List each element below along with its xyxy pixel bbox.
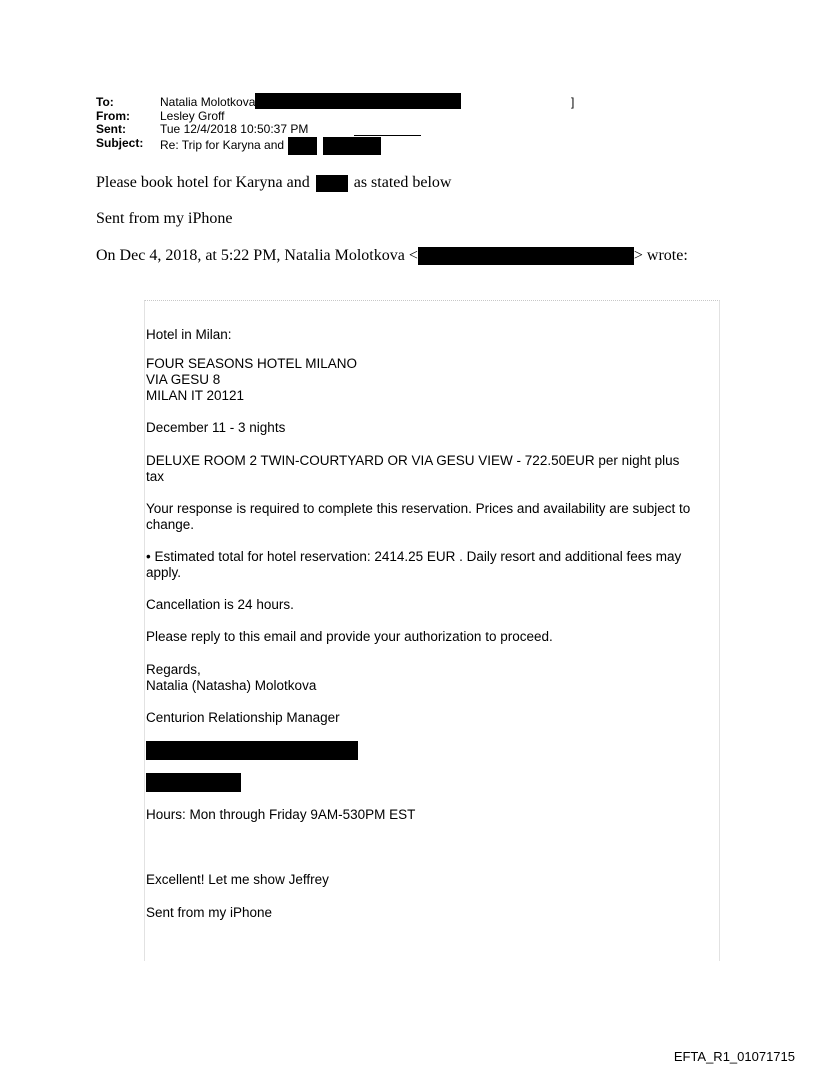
subject-text: Re: Trip for Karyna and (160, 137, 285, 152)
response-line-1: Your response is required to complete this reservation. Prices and availability are subject to (146, 501, 691, 516)
response-required (146, 501, 718, 533)
estimate-line-2: apply. (146, 565, 182, 580)
quote-intro-text: On Dec 4, 2018, at 5:22 PM, Natalia Molotkova < (96, 247, 418, 264)
closing-block (146, 662, 718, 694)
subject-value (160, 137, 381, 155)
redaction-block (316, 175, 348, 192)
from-label: From: (96, 108, 130, 123)
reply-text-a: Please book hotel for Karyna and (96, 174, 310, 191)
redaction-block (146, 773, 241, 792)
estimate-line-1: • Estimated total for hotel reservation: 2414.25 EUR . Daily resort and additional fees may (146, 549, 682, 564)
sender-name: Natalia (Natasha) Molotkova (146, 678, 317, 693)
redaction-block (146, 741, 358, 760)
to-label: To: (96, 95, 114, 109)
authorization-request: Please reply to this email and provide your authorization to proceed. (146, 629, 553, 644)
reply-text-b: as stated below (353, 174, 452, 191)
to-name: Natalia Molotkova (160, 95, 256, 109)
subject-label: Subject: (96, 135, 144, 150)
sent-value: Tue 12/4/2018 10:50:37 PM (160, 122, 309, 136)
redaction-block (418, 247, 634, 265)
room-line-2: tax (146, 469, 165, 484)
regards: Regards, (146, 662, 201, 677)
redaction-block (323, 137, 381, 155)
hotel-address-line-2: MILAN IT 20121 (146, 388, 245, 403)
redaction-block (288, 137, 317, 155)
hotel-heading: Hotel in Milan: (146, 327, 232, 342)
sender-title: Centurion Relationship Manager (146, 710, 340, 725)
to-value (160, 96, 461, 110)
sent-label: Sent: (96, 122, 126, 136)
to-bracket: ] (571, 95, 575, 109)
cancellation-policy: Cancellation is 24 hours. (146, 597, 294, 612)
hotel-address-block (146, 356, 718, 404)
room-line-1: DELUXE ROOM 2 TWIN-COURTYARD OR VIA GESU VIEW - 722.50EUR per night plus (146, 453, 680, 468)
quote-intro (96, 247, 688, 265)
excellent-note: Excellent! Let me show Jeffrey (146, 872, 329, 887)
bates-number: EFTA_R1_01071715 (673, 1049, 795, 1064)
room-description (146, 453, 718, 485)
stay-dates: December 11 - 3 nights (146, 420, 286, 435)
estimated-total (146, 549, 718, 581)
office-hours: Hours: Mon through Friday 9AM-530PM EST (146, 807, 416, 822)
quote-intro-end: > wrote: (633, 247, 688, 264)
hotel-address-line-1: VIA GESU 8 (146, 372, 221, 387)
response-line-2: change. (146, 517, 195, 532)
quoted-signature: Sent from my iPhone (146, 905, 273, 920)
reply-instruction (96, 174, 451, 192)
redaction-block (255, 93, 461, 109)
reply-signature: Sent from my iPhone (96, 210, 233, 227)
from-value: Lesley Groff (160, 108, 225, 123)
hotel-name: FOUR SEASONS HOTEL MILANO (146, 356, 358, 371)
